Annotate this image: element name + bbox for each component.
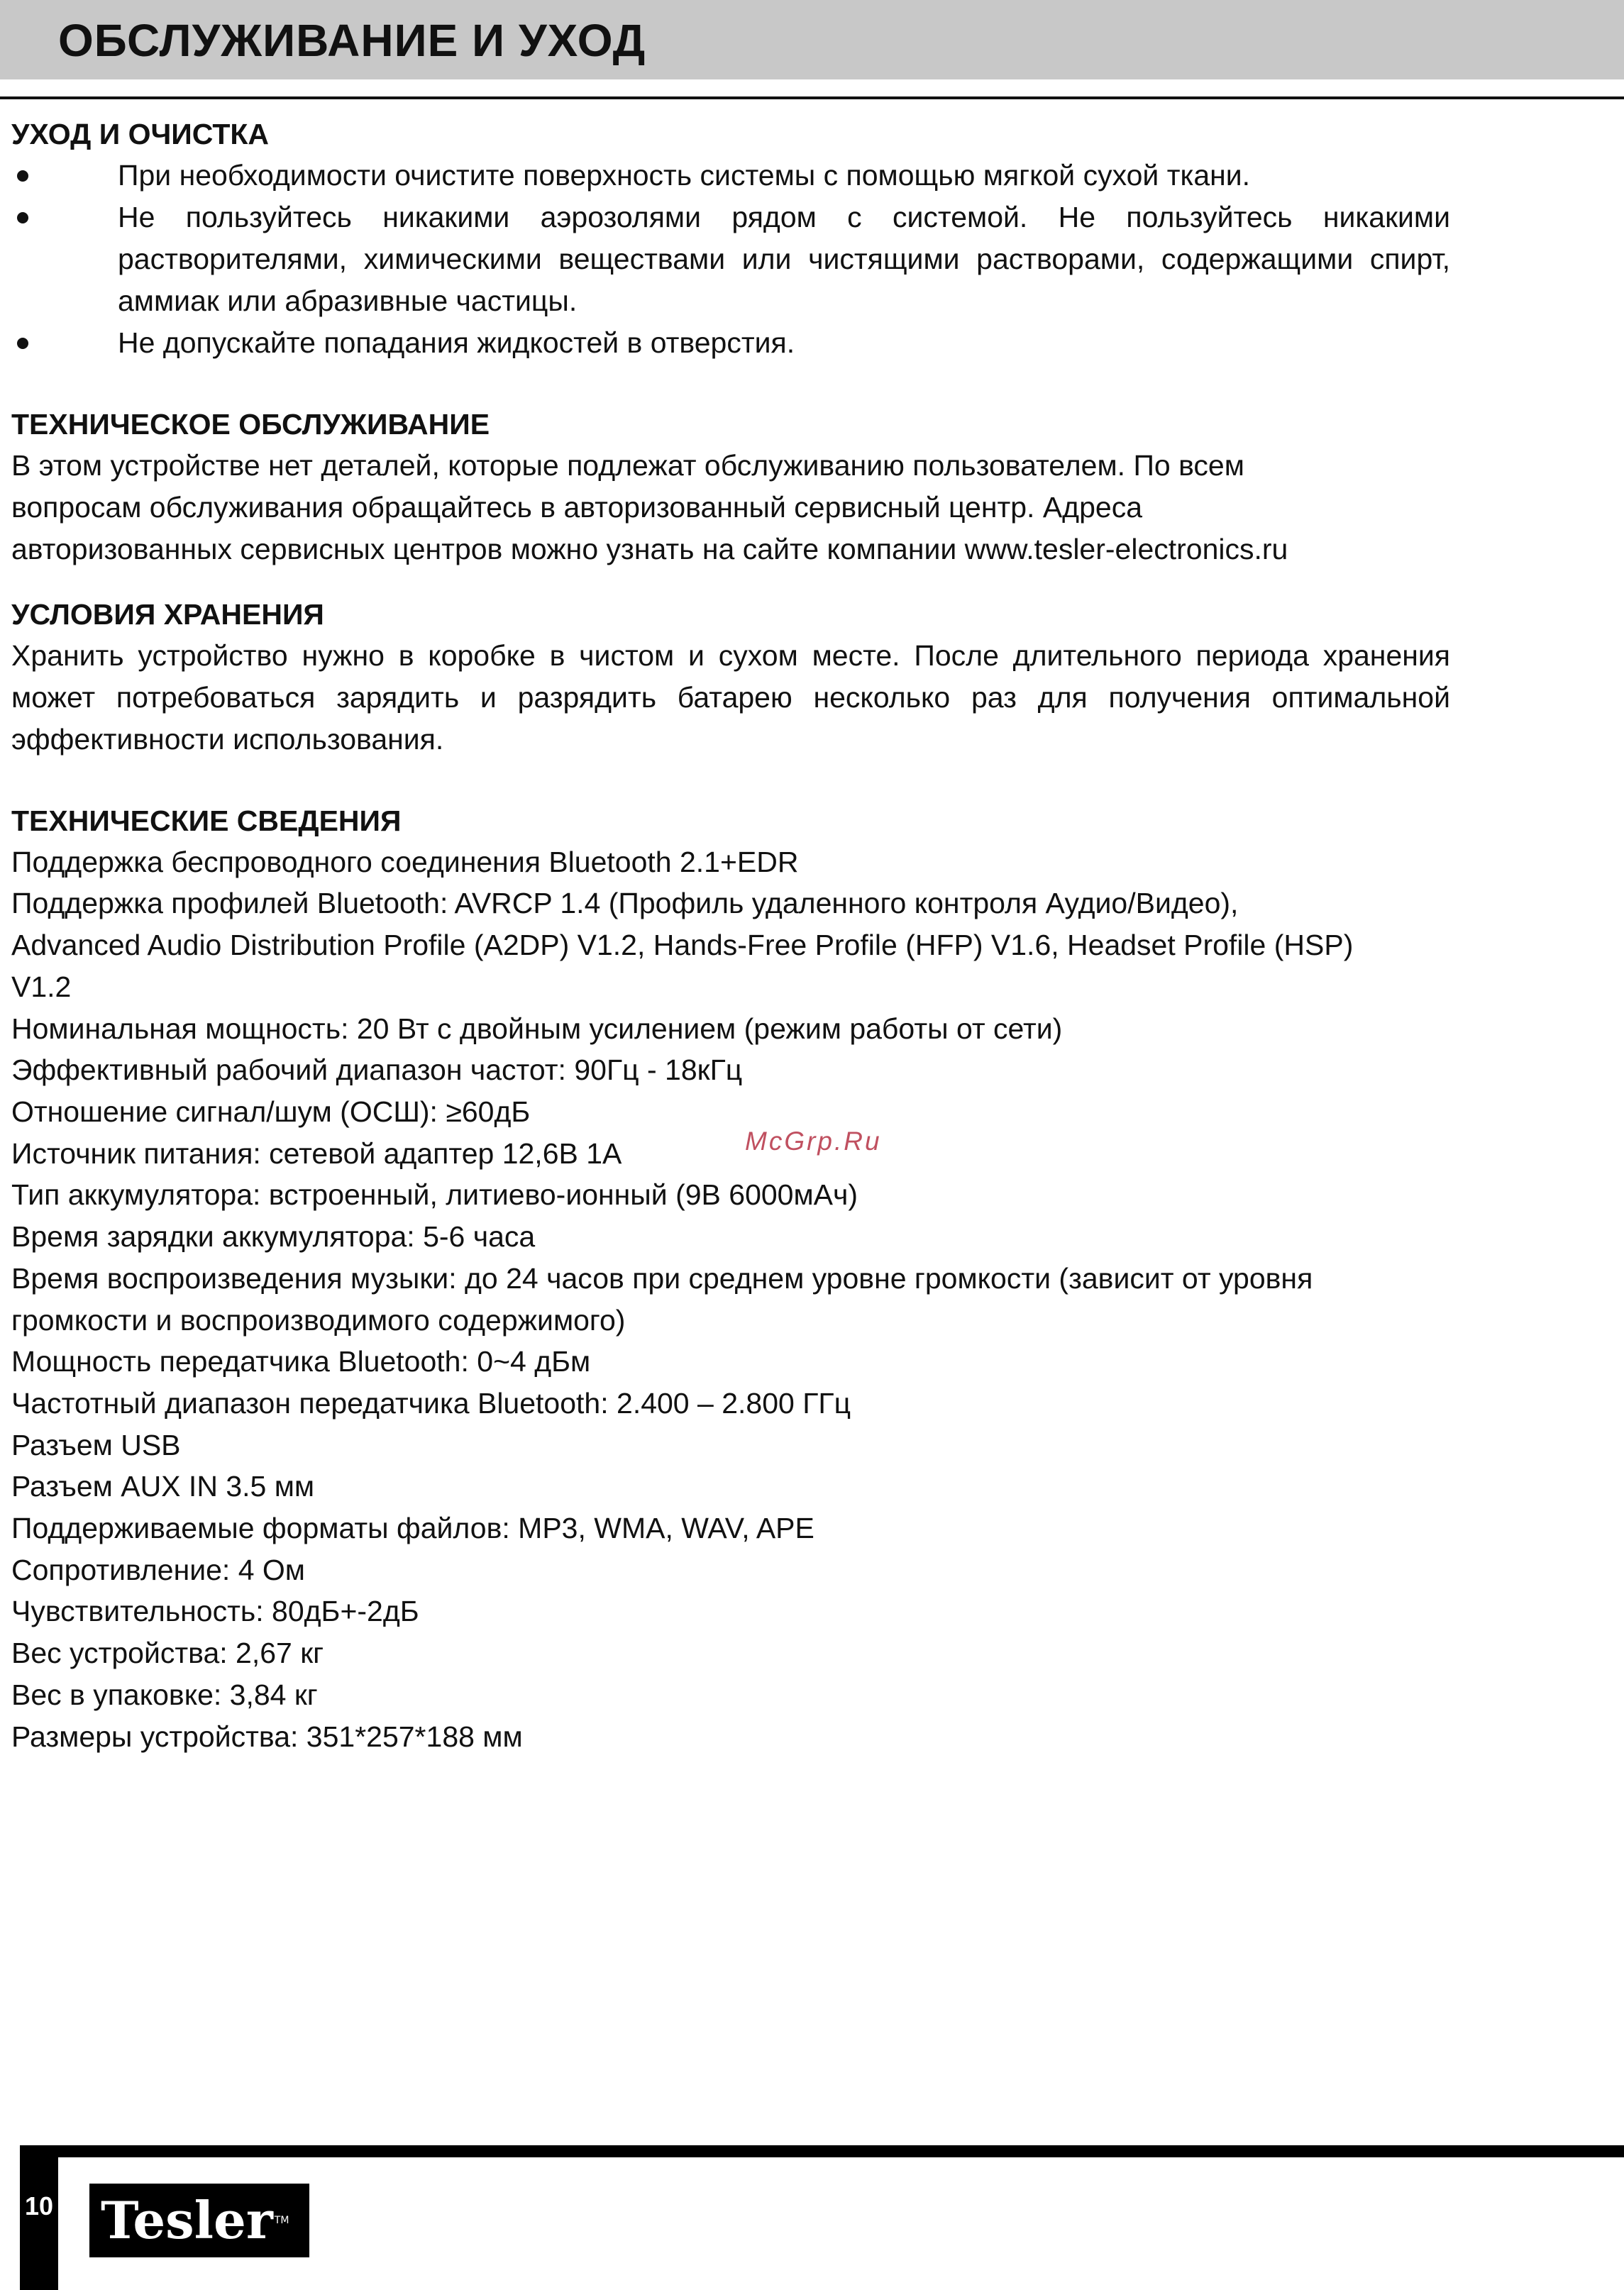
care-section <box>11 114 1450 364</box>
page-title: ОБСЛУЖИВАНИЕ И УХОД <box>58 15 646 66</box>
spec-line: Сопротивление: 4 Ом <box>11 1553 305 1586</box>
spec-line: Advanced Audio Distribution Profile (A2DP) V1.2, Hands-Free Profile (HFP) V1.6, Headset Profile (HSP) <box>11 929 1354 962</box>
care-item-text: При необходимости очистите поверхность системы с помощью мягкой сухой ткани. <box>118 159 1251 192</box>
spec-line: Поддерживаемые форматы файлов: MP3, WMA, WAV, APE <box>11 1512 814 1545</box>
page-number: 10 <box>24 2191 54 2220</box>
spec-line: Разъем USB <box>11 1428 181 1461</box>
maintenance-line: В этом устройстве нет деталей, которые подлежат обслуживанию пользователем. По всем <box>11 449 1244 482</box>
care-item <box>11 155 1450 197</box>
spec-line: Вес устройства: 2,67 кг <box>11 1637 324 1670</box>
spec-line: Номинальная мощность: 20 Вт с двойным усилением (режим работы от сети) <box>11 1012 1063 1045</box>
care-item <box>11 197 1450 322</box>
spec-line: Чувствительность: 80дБ+-2дБ <box>11 1595 419 1628</box>
spec-line: Поддержка беспроводного соединения Bluetooth 2.1+EDR <box>11 845 799 878</box>
maintenance-line: вопросам обслуживания обращайтесь в авторизованный сервисный центр. Адреса <box>11 490 1142 524</box>
logo-trademark: TM <box>274 2215 289 2226</box>
maintenance-line: авторизованных сервисных центров можно узнать на сайте компании www.tesler-electronics.ru <box>11 532 1288 565</box>
storage-heading: УСЛОВИЯ ХРАНЕНИЯ <box>11 598 324 631</box>
care-item-text: Не допускайте попадания жидкостей в отверстия. <box>118 326 795 359</box>
tesler-logo <box>89 2184 309 2257</box>
storage-section <box>11 594 1450 760</box>
bullet-dot-icon <box>17 170 28 182</box>
footer-divider <box>20 2145 1624 2157</box>
maintenance-section <box>11 404 1450 570</box>
spec-line: Время воспроизведения музыки: до 24 часов при среднем уровне громкости (зависит от уровня <box>11 1261 1313 1295</box>
storage-text: Хранить устройство нужно в коробке в чистом и сухом месте. После длительного периода хранения может потребоваться зарядить и разрядить батарею несколько раз для получения оптимальной эффективности использования. <box>11 639 1450 756</box>
spec-line: Тип аккумулятора: встроенный, литиево-ионный (9В 6000мАч) <box>11 1178 858 1212</box>
bullet-dot-icon <box>17 338 28 349</box>
spec-line: Источник питания: сетевой адаптер 12,6В 1А <box>11 1136 622 1170</box>
spec-line: Частотный диапазон передатчика Bluetooth: 2.400 – 2.800 ГГц <box>11 1386 851 1420</box>
care-heading: УХОД И ОЧИСТКА <box>11 118 270 150</box>
content <box>11 114 1450 1757</box>
watermark: McGrp.Ru <box>745 1127 882 1156</box>
specs-heading: ТЕХНИЧЕСКИЕ СВЕДЕНИЯ <box>11 804 402 837</box>
maintenance-heading: ТЕХНИЧЕСКОЕ ОБСЛУЖИВАНИЕ <box>11 408 490 441</box>
care-item <box>11 322 1450 364</box>
spec-line: V1.2 <box>11 970 72 1003</box>
spec-line: Мощность передатчика Bluetooth: 0~4 дБм <box>11 1345 591 1378</box>
header-divider <box>0 96 1624 99</box>
spec-line: Разъем AUX IN 3.5 мм <box>11 1470 315 1503</box>
spec-line: Эффективный рабочий диапазон частот: 90Гц - 18кГц <box>11 1053 743 1087</box>
spec-line: Отношение сигнал/шум (ОСШ): ≥60дБ <box>11 1095 531 1128</box>
spec-line: Вес в упаковке: 3,84 кг <box>11 1678 318 1711</box>
spec-line: Время зарядки аккумулятора: 5-6 часа <box>11 1220 536 1254</box>
logo-text: Tesler <box>101 2190 273 2250</box>
spec-line: громкости и воспроизводимого содержимого) <box>11 1303 626 1337</box>
specs-section <box>11 800 1450 1757</box>
bullet-dot-icon <box>17 212 28 223</box>
care-item-text: Не пользуйтесь никакими аэрозолями рядом с системой. Не пользуйтесь никакими растворителями, химическими веществами или чистящими растворами, содержащими спирт, аммиак или абразивные частицы. <box>118 201 1450 317</box>
specs-list <box>11 841 1450 1757</box>
care-list <box>11 155 1450 364</box>
spec-line: Размеры устройства: 351*257*188 мм <box>11 1720 523 1753</box>
spec-line: Поддержка профилей Bluetooth: AVRCP 1.4 (Профиль удаленного контроля Аудио/Видео), <box>11 887 1239 920</box>
